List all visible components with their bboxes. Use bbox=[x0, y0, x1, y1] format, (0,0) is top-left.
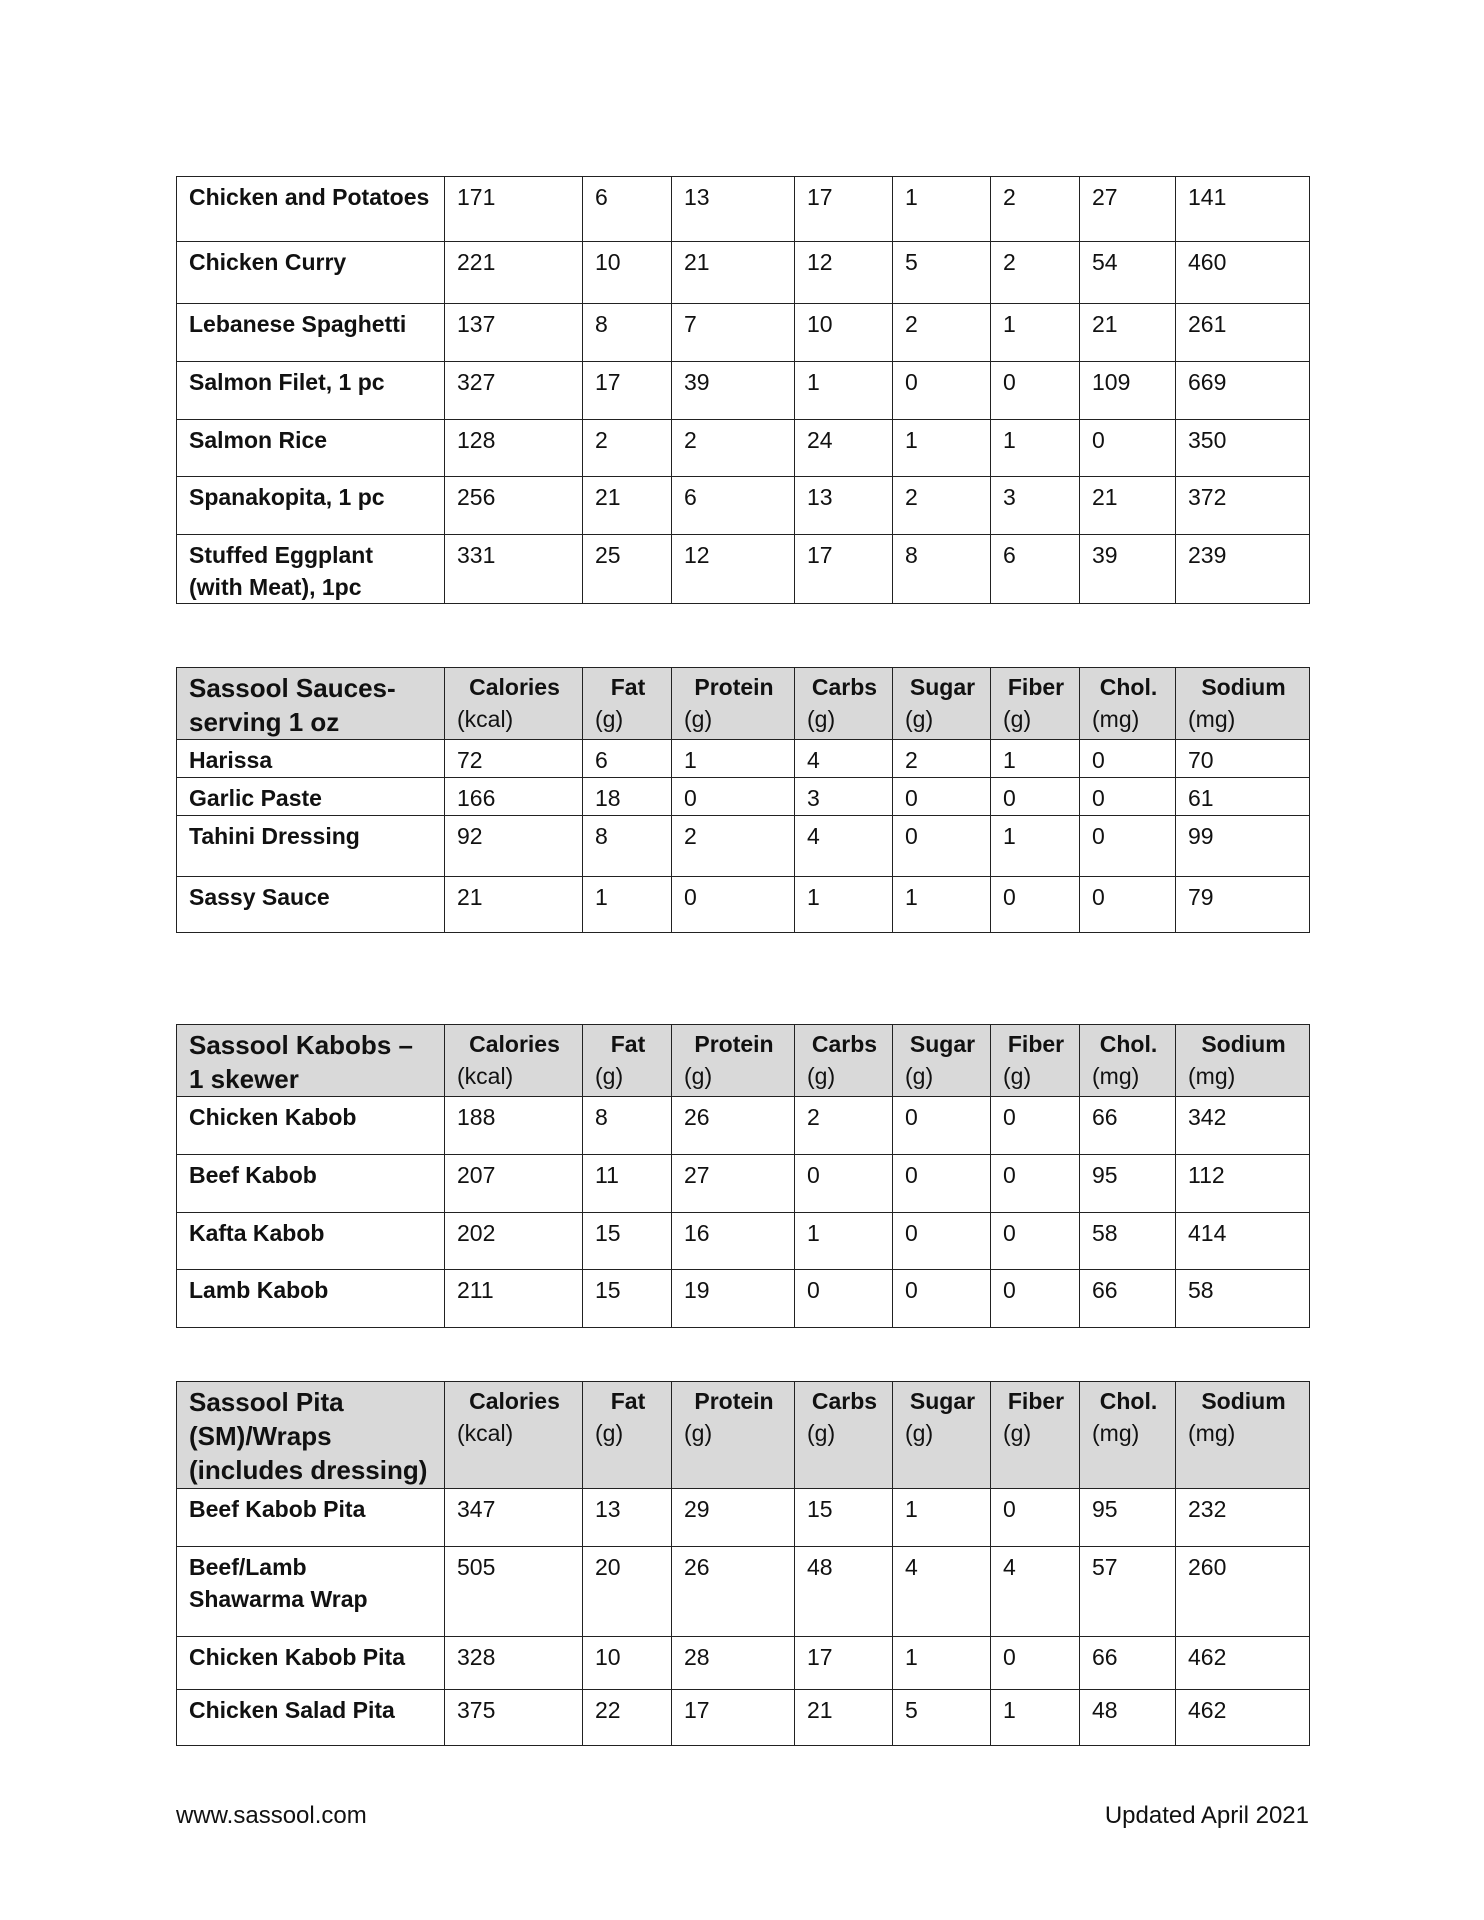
nutrition-value: 0 bbox=[991, 1270, 1080, 1328]
column-header-unit: (g) bbox=[595, 706, 624, 732]
column-header bbox=[1080, 1025, 1176, 1097]
table-row bbox=[177, 535, 1310, 604]
nutrition-value: 0 bbox=[893, 362, 991, 420]
nutrition-value: 54 bbox=[1080, 242, 1176, 304]
nutrition-value: 347 bbox=[445, 1489, 583, 1547]
nutrition-value: 20 bbox=[583, 1547, 672, 1637]
nutrition-value: 13 bbox=[795, 477, 893, 535]
nutrition-value: 58 bbox=[1080, 1213, 1176, 1270]
column-header-unit: (mg) bbox=[1188, 1063, 1236, 1089]
sauces-table bbox=[176, 667, 1310, 933]
section-title: Sassool Pita (SM)/Wraps (includes dressing) bbox=[177, 1382, 445, 1489]
column-header-unit: (mg) bbox=[1188, 1420, 1236, 1446]
nutrition-value: 171 bbox=[445, 177, 583, 242]
column-header-name: Protein bbox=[694, 674, 774, 700]
column-header-unit: (mg) bbox=[1092, 1420, 1140, 1446]
nutrition-value: 2 bbox=[795, 1097, 893, 1155]
nutrition-value: 21 bbox=[445, 877, 583, 933]
nutrition-value: 15 bbox=[795, 1489, 893, 1547]
item-name: Garlic Paste bbox=[177, 778, 445, 816]
table-row bbox=[177, 177, 1310, 242]
nutrition-value: 1 bbox=[795, 877, 893, 933]
nutrition-value: 7 bbox=[672, 304, 795, 362]
column-header-unit: (mg) bbox=[1092, 1063, 1140, 1089]
nutrition-value: 10 bbox=[795, 304, 893, 362]
nutrition-value: 19 bbox=[672, 1270, 795, 1328]
column-header bbox=[893, 1382, 991, 1489]
nutrition-value: 1 bbox=[991, 420, 1080, 477]
nutrition-value: 2 bbox=[893, 477, 991, 535]
header-row bbox=[177, 668, 1310, 740]
column-header-name: Sodium bbox=[1201, 674, 1286, 700]
nutrition-value: 1 bbox=[893, 177, 991, 242]
nutrition-value: 6 bbox=[583, 177, 672, 242]
column-header-name: Fiber bbox=[1007, 1388, 1065, 1414]
nutrition-value: 2 bbox=[893, 740, 991, 778]
nutrition-value: 57 bbox=[1080, 1547, 1176, 1637]
section-title: Sassool Sauces- serving 1 oz bbox=[177, 668, 445, 740]
item-name: Beef Kabob bbox=[177, 1155, 445, 1213]
nutrition-value: 13 bbox=[583, 1489, 672, 1547]
nutrition-value: 95 bbox=[1080, 1489, 1176, 1547]
column-header bbox=[795, 1382, 893, 1489]
nutrition-value: 1 bbox=[795, 1213, 893, 1270]
column-header bbox=[1176, 668, 1310, 740]
nutrition-value: 8 bbox=[583, 1097, 672, 1155]
item-name: Beef Kabob Pita bbox=[177, 1489, 445, 1547]
nutrition-value: 29 bbox=[672, 1489, 795, 1547]
column-header bbox=[795, 1025, 893, 1097]
nutrition-value: 18 bbox=[583, 778, 672, 816]
nutrition-value: 232 bbox=[1176, 1489, 1310, 1547]
column-header-unit: (g) bbox=[905, 1420, 934, 1446]
nutrition-value: 39 bbox=[1080, 535, 1176, 604]
nutrition-value: 261 bbox=[1176, 304, 1310, 362]
pitas-table bbox=[176, 1381, 1310, 1746]
nutrition-value: 327 bbox=[445, 362, 583, 420]
header-row bbox=[177, 1025, 1310, 1097]
nutrition-value: 26 bbox=[672, 1097, 795, 1155]
nutrition-value: 2 bbox=[672, 420, 795, 477]
column-header-unit: (mg) bbox=[1092, 706, 1140, 732]
column-header-name: Fat bbox=[610, 674, 646, 700]
nutrition-value: 1 bbox=[672, 740, 795, 778]
nutrition-value: 92 bbox=[445, 816, 583, 877]
nutrition-value: 462 bbox=[1176, 1637, 1310, 1690]
column-header bbox=[672, 668, 795, 740]
nutrition-value: 5 bbox=[893, 242, 991, 304]
nutrition-value: 0 bbox=[991, 1097, 1080, 1155]
item-name: Chicken Salad Pita bbox=[177, 1690, 445, 1746]
nutrition-value: 4 bbox=[893, 1547, 991, 1637]
item-name: Chicken Kabob bbox=[177, 1097, 445, 1155]
nutrition-value: 1 bbox=[893, 1637, 991, 1690]
column-header-name: Chol. bbox=[1099, 1388, 1158, 1414]
nutrition-value: 414 bbox=[1176, 1213, 1310, 1270]
table-row bbox=[177, 1489, 1310, 1547]
nutrition-value: 48 bbox=[1080, 1690, 1176, 1746]
table-row bbox=[177, 242, 1310, 304]
nutrition-value: 72 bbox=[445, 740, 583, 778]
nutrition-value: 1 bbox=[991, 740, 1080, 778]
column-header-unit: (g) bbox=[807, 706, 836, 732]
nutrition-value: 58 bbox=[1176, 1270, 1310, 1328]
nutrition-value: 27 bbox=[1080, 177, 1176, 242]
column-header-unit: (mg) bbox=[1188, 706, 1236, 732]
table-row bbox=[177, 1270, 1310, 1328]
table-row bbox=[177, 877, 1310, 933]
column-header-unit: (g) bbox=[905, 1063, 934, 1089]
nutrition-value: 21 bbox=[672, 242, 795, 304]
nutrition-value: 669 bbox=[1176, 362, 1310, 420]
nutrition-value: 202 bbox=[445, 1213, 583, 1270]
footer-website: www.sassool.com bbox=[176, 1802, 367, 1829]
item-name: Spanakopita, 1 pc bbox=[177, 477, 445, 535]
nutrition-value: 1 bbox=[893, 877, 991, 933]
column-header-unit: (g) bbox=[807, 1420, 836, 1446]
nutrition-value: 12 bbox=[672, 535, 795, 604]
nutrition-value: 8 bbox=[893, 535, 991, 604]
nutrition-value: 331 bbox=[445, 535, 583, 604]
nutrition-value: 11 bbox=[583, 1155, 672, 1213]
item-name: Chicken and Potatoes bbox=[177, 177, 445, 242]
nutrition-value: 8 bbox=[583, 816, 672, 877]
nutrition-value: 0 bbox=[1080, 877, 1176, 933]
nutrition-value: 4 bbox=[795, 740, 893, 778]
item-name: Salmon Filet, 1 pc bbox=[177, 362, 445, 420]
nutrition-value: 0 bbox=[991, 1213, 1080, 1270]
nutrition-value: 39 bbox=[672, 362, 795, 420]
column-header bbox=[583, 1382, 672, 1489]
nutrition-value: 505 bbox=[445, 1547, 583, 1637]
column-header bbox=[795, 668, 893, 740]
column-header-name: Sodium bbox=[1201, 1031, 1286, 1057]
nutrition-value: 372 bbox=[1176, 477, 1310, 535]
item-name: Lebanese Spaghetti bbox=[177, 304, 445, 362]
nutrition-value: 17 bbox=[795, 535, 893, 604]
nutrition-value: 17 bbox=[795, 177, 893, 242]
table-row bbox=[177, 1637, 1310, 1690]
nutrition-value: 66 bbox=[1080, 1270, 1176, 1328]
nutrition-value: 2 bbox=[991, 242, 1080, 304]
nutrition-value: 1 bbox=[583, 877, 672, 933]
column-header bbox=[445, 1382, 583, 1489]
column-header-name: Carbs bbox=[811, 1031, 878, 1057]
nutrition-value: 0 bbox=[893, 1213, 991, 1270]
nutrition-value: 66 bbox=[1080, 1097, 1176, 1155]
nutrition-value: 1 bbox=[893, 420, 991, 477]
nutrition-value: 0 bbox=[991, 1489, 1080, 1547]
column-header-name: Sugar bbox=[909, 674, 976, 700]
nutrition-value: 0 bbox=[893, 816, 991, 877]
table-row bbox=[177, 362, 1310, 420]
nutrition-value: 21 bbox=[583, 477, 672, 535]
nutrition-value: 0 bbox=[1080, 420, 1176, 477]
nutrition-value: 460 bbox=[1176, 242, 1310, 304]
column-header-name: Calories bbox=[469, 674, 560, 700]
item-name: Tahini Dressing bbox=[177, 816, 445, 877]
nutrition-value: 2 bbox=[893, 304, 991, 362]
nutrition-value: 0 bbox=[991, 1637, 1080, 1690]
table-row bbox=[177, 778, 1310, 816]
entrees-table bbox=[176, 176, 1310, 604]
column-header bbox=[991, 668, 1080, 740]
nutrition-value: 2 bbox=[672, 816, 795, 877]
column-header-unit: (g) bbox=[595, 1420, 624, 1446]
nutrition-value: 6 bbox=[991, 535, 1080, 604]
nutrition-value: 0 bbox=[795, 1270, 893, 1328]
nutrition-value: 128 bbox=[445, 420, 583, 477]
column-header bbox=[991, 1025, 1080, 1097]
nutrition-value: 2 bbox=[991, 177, 1080, 242]
nutrition-value: 0 bbox=[672, 778, 795, 816]
column-header-name: Sodium bbox=[1201, 1388, 1286, 1414]
nutrition-value: 79 bbox=[1176, 877, 1310, 933]
table-row bbox=[177, 1155, 1310, 1213]
column-header-name: Chol. bbox=[1099, 1031, 1158, 1057]
nutrition-value: 1 bbox=[795, 362, 893, 420]
item-name: Beef/Lamb Shawarma Wrap bbox=[177, 1547, 445, 1637]
nutrition-value: 17 bbox=[672, 1690, 795, 1746]
nutrition-value: 4 bbox=[795, 816, 893, 877]
nutrition-value: 99 bbox=[1176, 816, 1310, 877]
column-header-name: Calories bbox=[469, 1031, 560, 1057]
column-header-unit: (g) bbox=[684, 1063, 713, 1089]
nutrition-value: 0 bbox=[991, 778, 1080, 816]
nutrition-value: 0 bbox=[893, 1097, 991, 1155]
table-row bbox=[177, 1547, 1310, 1637]
item-name: Sassy Sauce bbox=[177, 877, 445, 933]
nutrition-value: 22 bbox=[583, 1690, 672, 1746]
nutrition-value: 28 bbox=[672, 1637, 795, 1690]
nutrition-value: 0 bbox=[1080, 740, 1176, 778]
nutrition-value: 21 bbox=[1080, 304, 1176, 362]
nutrition-value: 17 bbox=[795, 1637, 893, 1690]
nutrition-value: 239 bbox=[1176, 535, 1310, 604]
column-header-name: Fiber bbox=[1007, 1031, 1065, 1057]
item-name: Lamb Kabob bbox=[177, 1270, 445, 1328]
nutrition-value: 112 bbox=[1176, 1155, 1310, 1213]
column-header bbox=[991, 1382, 1080, 1489]
column-header bbox=[1176, 1382, 1310, 1489]
nutrition-value: 25 bbox=[583, 535, 672, 604]
nutrition-value: 21 bbox=[1080, 477, 1176, 535]
item-name: Salmon Rice bbox=[177, 420, 445, 477]
table-row bbox=[177, 304, 1310, 362]
column-header-name: Chol. bbox=[1099, 674, 1158, 700]
column-header-name: Calories bbox=[469, 1388, 560, 1414]
nutrition-value: 109 bbox=[1080, 362, 1176, 420]
column-header-unit: (g) bbox=[1003, 1063, 1032, 1089]
nutrition-value: 8 bbox=[583, 304, 672, 362]
nutrition-value: 1 bbox=[991, 816, 1080, 877]
nutrition-value: 6 bbox=[583, 740, 672, 778]
nutrition-value: 350 bbox=[1176, 420, 1310, 477]
column-header-unit: (g) bbox=[595, 1063, 624, 1089]
column-header-unit: (kcal) bbox=[457, 706, 514, 732]
column-header-name: Sugar bbox=[909, 1031, 976, 1057]
column-header bbox=[1080, 1382, 1176, 1489]
nutrition-value: 2 bbox=[583, 420, 672, 477]
nutrition-value: 15 bbox=[583, 1270, 672, 1328]
item-name: Chicken Curry bbox=[177, 242, 445, 304]
nutrition-value: 70 bbox=[1176, 740, 1310, 778]
nutrition-value: 0 bbox=[893, 1270, 991, 1328]
nutrition-value: 17 bbox=[583, 362, 672, 420]
nutrition-value: 0 bbox=[1080, 816, 1176, 877]
item-name: Stuffed Eggplant (with Meat), 1pc bbox=[177, 535, 445, 604]
nutrition-value: 0 bbox=[991, 1155, 1080, 1213]
column-header-unit: (g) bbox=[1003, 706, 1032, 732]
nutrition-value: 16 bbox=[672, 1213, 795, 1270]
column-header-name: Fat bbox=[610, 1388, 646, 1414]
nutrition-value: 256 bbox=[445, 477, 583, 535]
nutrition-value: 27 bbox=[672, 1155, 795, 1213]
nutrition-value: 5 bbox=[893, 1690, 991, 1746]
column-header-name: Carbs bbox=[811, 674, 878, 700]
nutrition-value: 15 bbox=[583, 1213, 672, 1270]
nutrition-value: 221 bbox=[445, 242, 583, 304]
nutrition-value: 48 bbox=[795, 1547, 893, 1637]
column-header bbox=[1176, 1025, 1310, 1097]
nutrition-value: 137 bbox=[445, 304, 583, 362]
column-header-name: Protein bbox=[694, 1031, 774, 1057]
nutrition-value: 4 bbox=[991, 1547, 1080, 1637]
nutrition-value: 6 bbox=[672, 477, 795, 535]
column-header bbox=[445, 1025, 583, 1097]
nutrition-value: 1 bbox=[991, 1690, 1080, 1746]
table-row bbox=[177, 816, 1310, 877]
nutrition-value: 21 bbox=[795, 1690, 893, 1746]
nutrition-value: 260 bbox=[1176, 1547, 1310, 1637]
nutrition-value: 0 bbox=[1080, 778, 1176, 816]
nutrition-value: 375 bbox=[445, 1690, 583, 1746]
column-header-name: Fiber bbox=[1007, 674, 1065, 700]
nutrition-value: 141 bbox=[1176, 177, 1310, 242]
nutrition-value: 95 bbox=[1080, 1155, 1176, 1213]
nutrition-value: 0 bbox=[795, 1155, 893, 1213]
nutrition-value: 3 bbox=[795, 778, 893, 816]
nutrition-value: 166 bbox=[445, 778, 583, 816]
column-header bbox=[1080, 668, 1176, 740]
table-row bbox=[177, 1097, 1310, 1155]
column-header-unit: (g) bbox=[905, 706, 934, 732]
section-title: Sassool Kabobs – 1 skewer bbox=[177, 1025, 445, 1097]
column-header-name: Protein bbox=[694, 1388, 774, 1414]
nutrition-value: 12 bbox=[795, 242, 893, 304]
nutrition-value: 24 bbox=[795, 420, 893, 477]
nutrition-value: 211 bbox=[445, 1270, 583, 1328]
column-header-name: Sugar bbox=[909, 1388, 976, 1414]
column-header-name: Fat bbox=[610, 1031, 646, 1057]
column-header bbox=[583, 668, 672, 740]
column-header bbox=[583, 1025, 672, 1097]
nutrition-value: 0 bbox=[672, 877, 795, 933]
column-header-name: Carbs bbox=[811, 1388, 878, 1414]
kabobs-table bbox=[176, 1024, 1310, 1328]
column-header-unit: (kcal) bbox=[457, 1420, 514, 1446]
table-row bbox=[177, 420, 1310, 477]
column-header-unit: (g) bbox=[807, 1063, 836, 1089]
column-header bbox=[672, 1025, 795, 1097]
nutrition-value: 13 bbox=[672, 177, 795, 242]
nutrition-value: 328 bbox=[445, 1637, 583, 1690]
nutrition-value: 342 bbox=[1176, 1097, 1310, 1155]
nutrition-value: 1 bbox=[991, 304, 1080, 362]
item-name: Harissa bbox=[177, 740, 445, 778]
column-header-unit: (g) bbox=[684, 1420, 713, 1446]
nutrition-value: 10 bbox=[583, 1637, 672, 1690]
table-row bbox=[177, 1213, 1310, 1270]
nutrition-value: 462 bbox=[1176, 1690, 1310, 1746]
nutrition-value: 0 bbox=[893, 778, 991, 816]
column-header-unit: (g) bbox=[1003, 1420, 1032, 1446]
nutrition-value: 1 bbox=[893, 1489, 991, 1547]
table-row bbox=[177, 1690, 1310, 1746]
footer-updated-date: Updated April 2021 bbox=[1104, 1802, 1309, 1829]
column-header-unit: (kcal) bbox=[457, 1063, 514, 1089]
nutrition-value: 207 bbox=[445, 1155, 583, 1213]
column-header bbox=[893, 668, 991, 740]
column-header bbox=[893, 1025, 991, 1097]
nutrition-value: 0 bbox=[991, 362, 1080, 420]
header-row bbox=[177, 1382, 1310, 1489]
nutrition-value: 0 bbox=[991, 877, 1080, 933]
nutrition-value: 61 bbox=[1176, 778, 1310, 816]
column-header bbox=[672, 1382, 795, 1489]
nutrition-value: 188 bbox=[445, 1097, 583, 1155]
nutrition-value: 0 bbox=[893, 1155, 991, 1213]
item-name: Chicken Kabob Pita bbox=[177, 1637, 445, 1690]
table-row bbox=[177, 740, 1310, 778]
nutrition-value: 26 bbox=[672, 1547, 795, 1637]
column-header-unit: (g) bbox=[684, 706, 713, 732]
column-header bbox=[445, 668, 583, 740]
item-name: Kafta Kabob bbox=[177, 1213, 445, 1270]
nutrition-value: 10 bbox=[583, 242, 672, 304]
nutrition-value: 66 bbox=[1080, 1637, 1176, 1690]
nutrition-value: 3 bbox=[991, 477, 1080, 535]
table-row bbox=[177, 477, 1310, 535]
